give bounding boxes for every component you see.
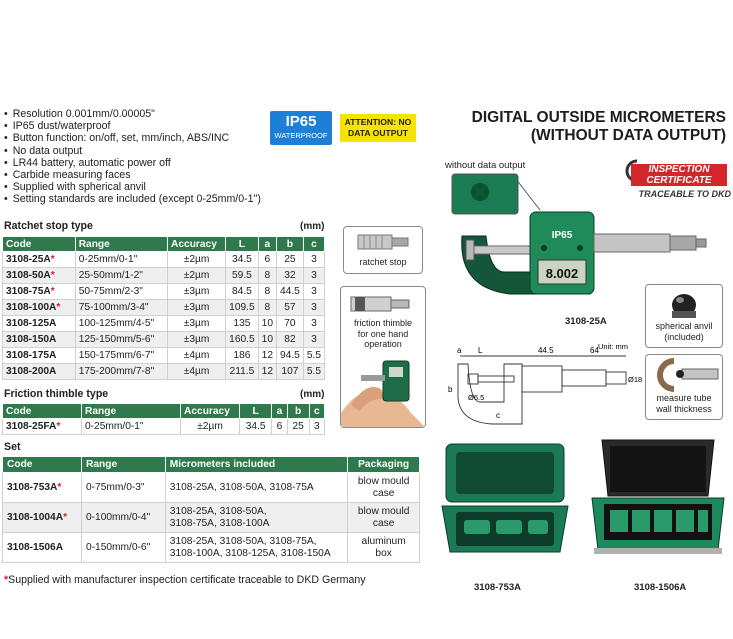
code-cell [3, 503, 82, 533]
column-header: c [303, 237, 324, 252]
column-header: Code [3, 237, 76, 252]
inspection-certificate-logo [625, 158, 731, 202]
code-text: 3108-75A [6, 286, 51, 297]
dim-a-cell: 12 [258, 364, 276, 380]
feature-item: • Button function: on/off, set, mm/inch, ABS/INC [4, 132, 261, 144]
title-line-2: (WITHOUT DATA OUTPUT) [530, 127, 726, 144]
footnote-text: Supplied with manufacturer inspection certificate traceable to DKD Germany [8, 574, 366, 586]
dim-a-cell: 8 [258, 284, 276, 300]
included-line-2: 3108-100A, 3108-125A, 3108-150A [169, 547, 331, 559]
dim-b-cell: 94.5 [277, 348, 304, 364]
certificate-star: * [50, 286, 55, 297]
spherical-caption [646, 321, 722, 342]
dim-b-cell: 44.5 [277, 284, 304, 300]
packaging-line-1: aluminum [361, 535, 406, 547]
packaging-line-2: box [375, 547, 392, 559]
range-cell: 0-75mm/0-3" [82, 473, 166, 503]
dim-l-cell: 135 [226, 316, 259, 332]
table-row [3, 473, 420, 503]
included-cell [165, 473, 347, 503]
range-cell: 0-25mm/0-1" [75, 252, 167, 268]
code-cell [3, 419, 82, 435]
certificate-star: * [63, 511, 68, 523]
column-header: Range [75, 237, 167, 252]
dim-a: a [457, 346, 462, 355]
ratchet-heading: Ratchet stop type [4, 220, 93, 232]
hand-operation-image [341, 353, 425, 427]
dim-c-cell: 3 [303, 252, 324, 268]
column-header: Range [82, 457, 166, 473]
ratchet-stop-caption: ratchet stop [359, 257, 407, 267]
dim-d6-5: Ø6.5 [468, 393, 485, 402]
dim-b-cell: 25 [287, 419, 309, 435]
table-row [3, 348, 325, 364]
accuracy-cell: ±2µm [168, 252, 226, 268]
friction-table [2, 403, 325, 435]
dim-c-cell: 3 [303, 284, 324, 300]
friction-thimble-box [340, 286, 426, 428]
table-row [3, 364, 325, 380]
included-line-1: 3108-25A, 3108-50A, [169, 505, 267, 517]
dim-l-cell: 34.5 [226, 252, 259, 268]
dim-l-cell: 109.5 [226, 300, 259, 316]
dim-a-cell: 10 [258, 332, 276, 348]
range-cell: 25-50mm/1-2" [75, 268, 167, 284]
accuracy-cell: ±3µm [168, 284, 226, 300]
ratchet-stop-box [343, 226, 423, 274]
tube-caption-2: wall thickness [656, 403, 712, 414]
dim-l-cell: 160.5 [226, 332, 259, 348]
attention-line-2: DATA OUTPUT [348, 128, 408, 138]
footnote-star: * [4, 574, 9, 586]
accuracy-cell: ±4µm [168, 348, 226, 364]
included-line-2: 3108-75A, 3108-100A [169, 517, 270, 529]
code-cell [3, 364, 76, 380]
feature-item: • LR44 battery, automatic power off [4, 157, 261, 169]
dim-c-cell: 3 [309, 419, 324, 435]
dim-d18: Ø18 [628, 375, 643, 384]
table-row [3, 503, 420, 533]
certificate-star: * [56, 421, 61, 432]
feature-item: • No data output [4, 145, 261, 157]
column-header: a [258, 237, 276, 252]
range-cell: 75-100mm/3-4" [75, 300, 167, 316]
cert-line-1: INSPECTION [648, 164, 710, 175]
dim-a-cell: 8 [258, 300, 276, 316]
spherical-anvil-image [646, 285, 722, 321]
ip65-badge-title: IP65 [285, 113, 317, 130]
table-row [3, 419, 325, 435]
code-text: 3108-1004A [7, 511, 64, 523]
packaging-line-2: case [372, 517, 395, 529]
dim-c-cell: 3 [303, 300, 324, 316]
dimension-drawing [440, 342, 643, 432]
range-cell: 175-200mm/7-8" [75, 364, 167, 380]
code-text: 3108-150A [6, 334, 57, 345]
accuracy-cell: ±4µm [168, 364, 226, 380]
dim-unit: Unit: mm [598, 342, 628, 351]
code-text: 3108-125A [6, 318, 57, 329]
included-line-1: 3108-25A, 3108-50A, 3108-75A, [169, 535, 317, 547]
friction-caption [341, 318, 425, 350]
column-header: Range [82, 404, 181, 419]
certificate-star: * [57, 481, 62, 493]
ratchet-stop-image [344, 227, 422, 257]
table-row [3, 332, 325, 348]
feature-item: • Setting standards are included (except 0-25mm/0-1") [4, 193, 261, 205]
code-text: 3108-25A [6, 254, 51, 265]
accuracy-cell: ±3µm [168, 316, 226, 332]
certificate-star: * [56, 302, 61, 313]
friction-caption-1: friction thimble [353, 318, 413, 328]
accuracy-cell: ±3µm [168, 300, 226, 316]
code-cell [3, 284, 76, 300]
dim-b-cell: 57 [277, 300, 304, 316]
accuracy-cell: ±2µm [168, 268, 226, 284]
dim-c: c [496, 411, 500, 420]
table-row [3, 316, 325, 332]
code-cell [3, 473, 82, 503]
code-cell [3, 252, 76, 268]
included-line-1: 3108-25A, 3108-50A, 3108-75A [169, 481, 314, 493]
column-header: Micrometers included [165, 457, 347, 473]
packaging-line-1: blow mould [357, 505, 410, 517]
dim-a-cell: 12 [258, 348, 276, 364]
page-title [430, 109, 726, 145]
included-cell [165, 533, 347, 563]
ip65-badge [270, 111, 332, 145]
set-1506a-case-image [588, 436, 728, 571]
column-header: L [226, 237, 259, 252]
code-text: 3108-25FA [6, 421, 57, 432]
dim-a-cell: 6 [258, 252, 276, 268]
cert-line-2: CERTIFICATE [646, 175, 712, 186]
dim-b-cell: 25 [277, 252, 304, 268]
range-cell: 125-150mm/5-6" [75, 332, 167, 348]
attention-line-1: ATTENTION: NO [344, 117, 412, 127]
dim-a-cell: 6 [272, 419, 287, 435]
dim-a-cell: 8 [258, 268, 276, 284]
dim-c-cell: 5.5 [303, 348, 324, 364]
dim-b: b [448, 385, 453, 394]
cert-line-3: TRACEABLE TO DKD [638, 189, 731, 199]
dim-c-cell: 3 [303, 332, 324, 348]
dim-44-5: 44.5 [538, 346, 554, 355]
certificate-star: * [50, 270, 55, 281]
code-cell [3, 268, 76, 284]
dim-b-cell: 70 [277, 316, 304, 332]
dim-b-cell: 107 [277, 364, 304, 380]
column-header: Accuracy [168, 237, 226, 252]
set1-code-label: 3108-753A [474, 582, 522, 593]
column-header: Accuracy [181, 404, 240, 419]
table-row [3, 300, 325, 316]
packaging-line-2: case [372, 487, 395, 499]
packaging-line-1: blow mould [357, 475, 410, 487]
code-text: 3108-50A [6, 270, 51, 281]
feature-item: • IP65 dust/waterproof [4, 120, 261, 132]
code-text: 3108-200A [6, 366, 57, 377]
spherical-caption-1: spherical anvil [655, 321, 713, 331]
table-header-row [3, 457, 420, 473]
dim-a-cell: 10 [258, 316, 276, 332]
friction-caption-3: operation [364, 339, 402, 349]
ratchet-unit: (mm) [300, 221, 325, 232]
tube-wall-image [646, 355, 722, 391]
friction-thimble-image [341, 287, 425, 321]
tube-caption [646, 393, 722, 414]
product-code-label: 3108-25A [565, 316, 607, 327]
spherical-anvil-box [645, 284, 723, 348]
column-header: c [309, 404, 324, 419]
friction-heading: Friction thimble type [4, 388, 109, 400]
code-cell [3, 533, 82, 563]
dim-l-cell: 211.5 [226, 364, 259, 380]
ip65-badge-sub: WATERPROOF [274, 131, 328, 140]
range-cell: 0-25mm/0-1" [82, 419, 181, 435]
friction-unit: (mm) [300, 389, 325, 400]
certificate-star: * [50, 254, 55, 265]
code-cell [3, 348, 76, 364]
code-cell [3, 300, 76, 316]
code-text: 3108-1506A [7, 541, 64, 553]
table-header-row [3, 404, 325, 419]
feature-item: • Carbide measuring faces [4, 169, 261, 181]
dim-b-cell: 82 [277, 332, 304, 348]
dim-64: 64 [590, 346, 599, 355]
set-table [2, 456, 420, 563]
column-header: b [277, 237, 304, 252]
display-value: 8.002 [545, 266, 579, 281]
column-header: Packaging [348, 457, 420, 473]
column-header: a [272, 404, 287, 419]
tube-wall-box [645, 354, 723, 420]
feature-item: • Resolution 0.001mm/0.00005" [4, 108, 261, 120]
range-cell: 100-125mm/4-5" [75, 316, 167, 332]
without-data-label: without data output [445, 160, 526, 171]
column-header: Code [3, 457, 82, 473]
dim-l-cell: 84.5 [226, 284, 259, 300]
code-text: 3108-753A [7, 481, 58, 493]
code-cell [3, 332, 76, 348]
dim-l-cell: 186 [226, 348, 259, 364]
feature-list [4, 108, 261, 206]
range-cell: 150-175mm/6-7" [75, 348, 167, 364]
attention-badge [340, 114, 416, 142]
dim-l-cell: 34.5 [240, 419, 272, 435]
packaging-cell [348, 473, 420, 503]
ratchet-table [2, 236, 325, 380]
dim-c-cell: 5.5 [303, 364, 324, 380]
footnote [4, 574, 366, 586]
included-cell [165, 503, 347, 533]
accuracy-cell: ±2µm [181, 419, 240, 435]
code-text: 3108-100A [6, 302, 57, 313]
dim-L: L [478, 346, 483, 355]
set-heading: Set [4, 441, 21, 453]
set2-code-label: 3108-1506A [634, 582, 687, 593]
accuracy-cell: ±3µm [168, 332, 226, 348]
range-cell: 0-100mm/0-4" [82, 503, 166, 533]
packaging-cell [348, 503, 420, 533]
code-text: 3108-175A [6, 350, 57, 361]
column-header: b [287, 404, 309, 419]
column-header: Code [3, 404, 82, 419]
table-row [3, 284, 325, 300]
dim-c-cell: 3 [303, 316, 324, 332]
table-row [3, 252, 325, 268]
range-cell: 0-150mm/0-6" [82, 533, 166, 563]
packaging-cell [348, 533, 420, 563]
feature-item: • Supplied with spherical anvil [4, 181, 261, 193]
table-row [3, 533, 420, 563]
spherical-caption-2: (included) [664, 331, 704, 342]
code-cell [3, 316, 76, 332]
tube-caption-1: measure tube [656, 393, 712, 403]
table-header-row [3, 237, 325, 252]
range-cell: 50-75mm/2-3" [75, 284, 167, 300]
display-brand: IP65 [551, 230, 573, 241]
dim-b-cell: 32 [277, 268, 304, 284]
title-line-1: DIGITAL OUTSIDE MICROMETERS [471, 109, 726, 126]
table-row [3, 268, 325, 284]
friction-caption-2: for one hand [357, 328, 409, 339]
set-753a-case-image [440, 440, 570, 570]
dim-l-cell: 59.5 [226, 268, 259, 284]
dim-c-cell: 3 [303, 268, 324, 284]
column-header: L [240, 404, 272, 419]
